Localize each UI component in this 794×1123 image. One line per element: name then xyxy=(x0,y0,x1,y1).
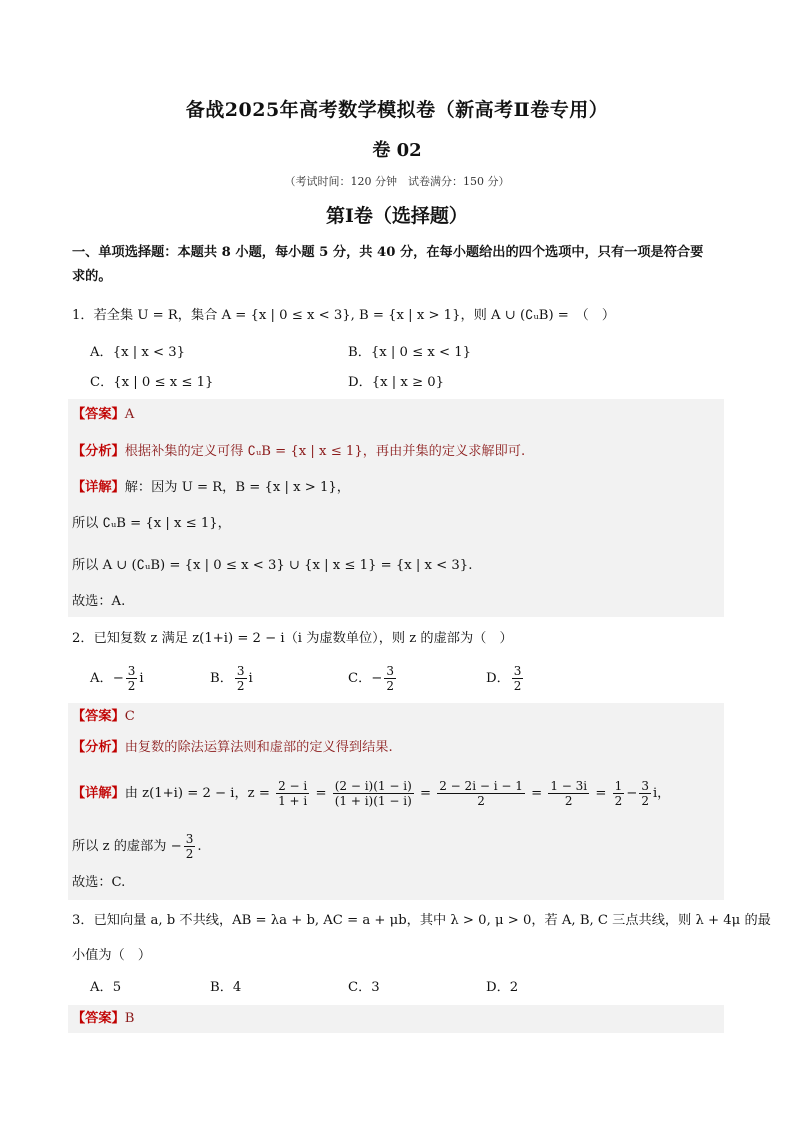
q2-option-b xyxy=(210,664,253,693)
q2-option-c-label: C．− xyxy=(348,671,383,686)
q2-option-d-fraction: $\frac{3}{2}$ xyxy=(513,664,522,693)
q2-option-a xyxy=(90,664,144,693)
analysis-label: 【分析】 xyxy=(72,740,125,755)
intro-line-2: 求的。 xyxy=(72,269,112,284)
q1-step-1: 所以 ∁ᵤB = {x | x ≤ 1}， xyxy=(72,516,231,531)
q1-solution-block xyxy=(68,399,724,617)
q2-fraction-3: $\frac{2 - 2i - i - 1}{2}$ xyxy=(439,779,523,808)
detail-label: 【详解】 xyxy=(72,786,125,801)
answer-label: 【答案】 xyxy=(72,709,125,724)
q2-detail-prefix: 由 z(1+i) = 2 − i，z = xyxy=(124,786,270,801)
q2-analysis xyxy=(72,738,724,758)
q2-analysis-text: 由复数的除法运算法则和虚部的定义得到结果. xyxy=(124,740,393,755)
q2-step-1: 所以 z 的虚部为 − $\frac{3}{2}$ . xyxy=(72,832,202,861)
q2-answer xyxy=(72,707,724,727)
q1-option-c: C．{x | 0 ≤ x ≤ 1} xyxy=(90,375,214,390)
q2-fraction-4: $\frac{1 - 3i}{2}$ xyxy=(550,779,588,808)
intro-line-1: 一、单项选择题：本题共 8 小题，每小题 5 分，共 40 分，在每小题给出的四个选项中，只有一项是符合要 xyxy=(72,245,704,260)
q2-option-d xyxy=(486,664,525,693)
q1-detail-text: 解：因为 U = R，B = {x | x > 1}， xyxy=(124,480,350,495)
q1-analysis xyxy=(72,442,724,462)
q3-option-b: B．4 xyxy=(210,980,242,995)
q1-conclusion: 故选：A. xyxy=(72,594,126,609)
q2-option-c-fraction: $\frac{3}{2}$ xyxy=(386,664,394,693)
q2-option-b-fraction: $\frac{3}{2}$ xyxy=(236,664,245,693)
q3-stem-line-1: 3．已知向量 a, b 不共线，AB = λa + b, AC = a + μb，其中 λ > 0, μ > 0，若 A, B, C 三点共线，则 λ + 4μ 的最 xyxy=(72,913,771,928)
q3-answer xyxy=(72,1009,724,1029)
q1-option-b: B．{x | 0 ≤ x < 1} xyxy=(348,345,472,360)
q2-fraction-6: $\frac{3}{2}$ xyxy=(641,779,649,808)
q2-option-c xyxy=(348,664,398,693)
q3-option-a: A．5 xyxy=(90,980,122,995)
q1-detail xyxy=(72,478,724,498)
q1-option-a: A．{x | x < 3} xyxy=(90,345,186,360)
section-title: 第Ⅰ卷（选择题） xyxy=(326,205,468,227)
q3-stem-line-2: 小值为（ ） xyxy=(72,948,152,963)
q2-fraction-2: $\frac{(2 - i)(1 - i)}{(1 + i)(1 - i)}$ xyxy=(334,779,412,808)
q3-answer-value: B xyxy=(124,1011,135,1026)
analysis-label: 【分析】 xyxy=(72,444,125,459)
q2-option-a-suffix: i xyxy=(139,671,144,686)
q2-option-a-fraction: $\frac{3}{2}$ xyxy=(127,664,136,693)
q2-answer-value: C xyxy=(124,709,135,724)
q2-fraction-1: $\frac{2 - i}{1 + i}$ xyxy=(278,779,308,808)
q1-answer-value: A xyxy=(124,407,135,422)
q2-step-fraction: $\frac{3}{2}$ xyxy=(185,832,194,861)
q1-step-2: 所以 A ∪ (∁ᵤB) = {x | 0 ≤ x < 3} ∪ {x | x ≤ 1} = {x | x < 3}. xyxy=(72,558,473,573)
q2-conclusion: 故选：C. xyxy=(72,875,126,890)
q1-answer xyxy=(72,405,724,425)
paper-subtitle: 卷 02 xyxy=(372,140,422,161)
q2-fraction-5: $\frac{1}{2}$ xyxy=(614,779,623,808)
detail-label: 【详解】 xyxy=(72,480,125,495)
paper-title: 备战2025年高考数学模拟卷（新高考Ⅱ卷专用） xyxy=(185,99,609,121)
answer-label: 【答案】 xyxy=(72,1011,125,1026)
q2-option-b-suffix: i xyxy=(248,671,253,686)
q1-analysis-text: 根据补集的定义可得 ∁ᵤB = {x | x ≤ 1}，再由并集的定义求解即可. xyxy=(124,444,526,459)
q2-option-a-label: A．− xyxy=(90,671,124,686)
q1-option-d: D．{x | x ≥ 0} xyxy=(348,375,445,390)
q2-option-b-label: B． xyxy=(210,671,233,686)
q1-stem: 1．若全集 U = R，集合 A = {x | 0 ≤ x < 3}, B = {x | x > 1}，则 A ∪ (∁ᵤB) = （ ） xyxy=(72,308,616,323)
q2-stem: 2．已知复数 z 满足 z(1+i) = 2 − i（i 为虚数单位），则 z 的虚部为（ ） xyxy=(72,631,513,646)
q3-option-c: C．3 xyxy=(348,980,380,995)
q2-detail: 【详解】由 z(1+i) = 2 − i，z = $\frac{2 - i}{1 + i}$ = $\frac{(2 - i)(1 - i)}{(1 + i)(1 - i)}$ = $\frac{2 - 2i - i - 1}{2}$ = $\frac{1 - 3i}{2}$ = $\frac{1}{2}$ − $\frac{3}{2}$ i， xyxy=(72,779,671,808)
exam-info: （考试时间：120 分钟 试卷满分：150 分） xyxy=(284,175,510,188)
q3-option-d: D．2 xyxy=(486,980,519,995)
answer-label: 【答案】 xyxy=(72,407,125,422)
q2-option-d-label: D． xyxy=(486,671,510,686)
